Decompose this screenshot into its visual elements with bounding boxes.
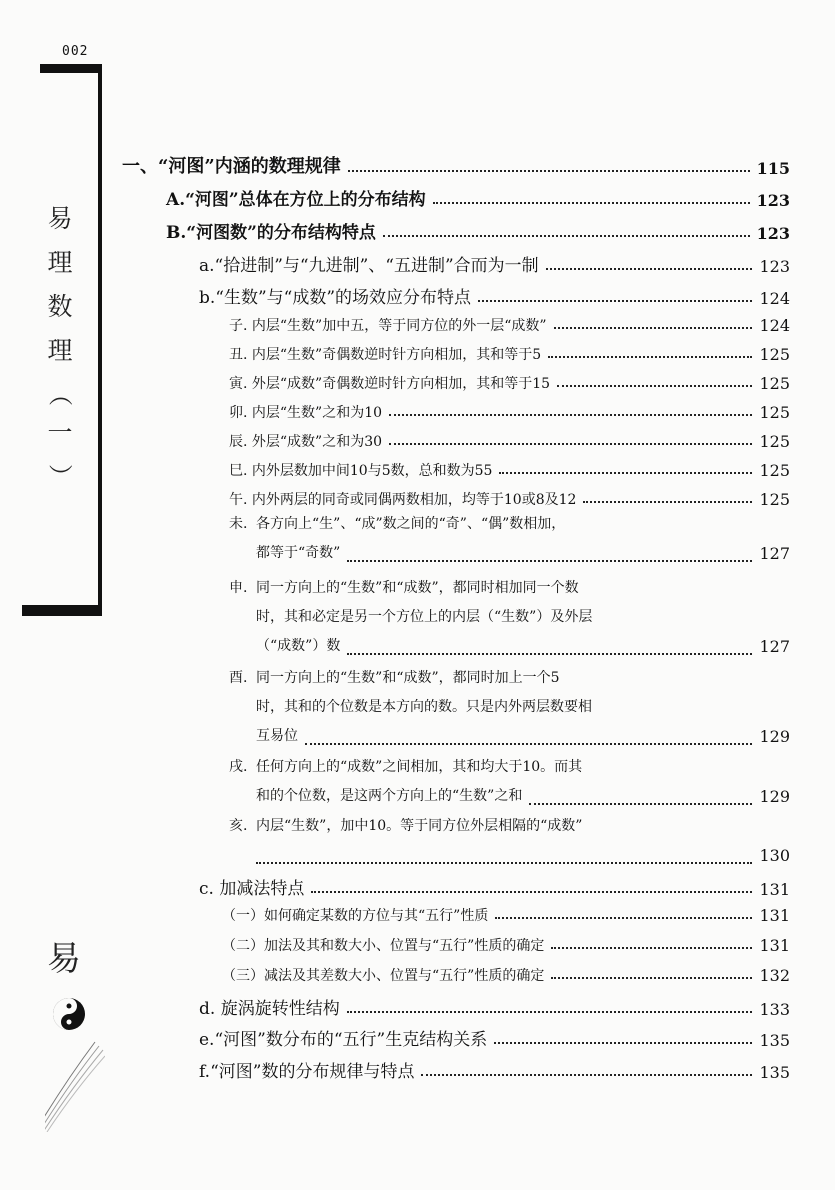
footer-bar [22, 605, 102, 616]
toc-page-number: 124 [759, 316, 790, 335]
dot-leader [548, 356, 752, 358]
toc-page-number: 131 [759, 936, 790, 955]
toc-page-number: 135 [759, 1063, 790, 1082]
toc-page-number: 124 [759, 289, 790, 308]
toc-entry[interactable] [229, 373, 790, 393]
dot-leader [347, 1011, 753, 1013]
toc-entry-label: 亥. [229, 818, 248, 834]
toc-entry[interactable] [166, 185, 790, 210]
toc-page-number: 125 [759, 490, 790, 509]
toc-entry-multiline[interactable] [229, 812, 790, 872]
toc-entry-title: 寅. 外层“成数”奇偶数逆时针方向相加，其和等于15 [229, 376, 551, 392]
page-number: 002 [62, 44, 89, 59]
toc-entry[interactable] [199, 283, 790, 308]
yi-yinyang-logo-icon [45, 932, 105, 1132]
dot-leader [305, 743, 752, 745]
title-char: 理 [47, 336, 73, 365]
toc-entry-title: A.“河图”总体在方位上的分布结构 [166, 190, 426, 210]
dot-leader [478, 300, 752, 302]
toc-entry-line: 同一方向上的“生数”和“成数”，都同时加上一个5 [256, 670, 560, 686]
toc-page-number: 127 [759, 637, 790, 656]
dot-leader [546, 268, 753, 270]
dot-leader [389, 443, 752, 445]
dot-leader [383, 235, 750, 237]
toc-entry-title: B.“河图数”的分布结构特点 [166, 223, 376, 243]
dot-leader [433, 202, 750, 204]
toc-entry-title: c. 加减法特点 [199, 879, 305, 899]
dot-leader [557, 385, 752, 387]
dot-leader [347, 653, 752, 655]
toc-entry-title: 子. 内层“生数”加中五，等于同方位的外一层“成数” [229, 318, 547, 334]
toc-entry-line: 任何方向上的“成数”之间相加，其和均大于10。而其 [256, 759, 583, 775]
toc-page-number: 131 [759, 880, 790, 899]
toc-entry[interactable] [199, 251, 790, 276]
toc-entry-line: 时，其和的个位数是本方向的数。只是内外两层数要相 [256, 699, 592, 715]
toc-entry[interactable] [229, 489, 790, 509]
dot-leader [348, 170, 750, 172]
toc-entry-line: 互易位 [256, 728, 298, 744]
toc-page-number: 127 [759, 544, 790, 563]
dot-leader [499, 472, 752, 474]
dot-leader [529, 803, 752, 805]
toc-entry-title: 一、“河图”内涵的数理规律 [122, 156, 341, 177]
toc-page-number: 125 [759, 403, 790, 422]
toc-entry-line: 和的个位数，是这两个方向上的“生数”之和 [256, 788, 523, 804]
title-char: 一 [47, 418, 73, 447]
toc-entry-title: f.“河图”数的分布规律与特点 [199, 1062, 415, 1082]
dot-leader [311, 891, 752, 893]
toc-page-number: 130 [759, 846, 790, 865]
toc-entry-title: 午. 内外两层的同奇或同偶两数相加，均等于10或8及12 [229, 492, 577, 508]
toc-entry-line: 内层“生数”，加中10。等于同方位外层相隔的“成数” [256, 818, 583, 834]
toc-entry[interactable] [222, 965, 790, 985]
svg-text:易: 易 [47, 939, 81, 979]
toc-entry-line: 同一方向上的“生数”和“成数”，都同时相加同一个数 [256, 580, 579, 596]
toc-entry-line: 时，其和必定是另一个方位上的内层（“生数”）及外层 [256, 609, 593, 625]
toc-entry-title: （一）如何确定某数的方位与其“五行”性质 [222, 908, 489, 924]
toc-page-number: 131 [759, 906, 790, 925]
toc-page-number: 123 [756, 224, 790, 243]
toc-entry[interactable] [122, 152, 790, 178]
toc-entry-title: e.“河图”数分布的“五行”生克结构关系 [199, 1030, 488, 1050]
toc-page-number: 115 [756, 159, 790, 178]
toc-entry-title: a.“拾进制”与“九进制”、“五进制”合而为一制 [199, 256, 539, 276]
toc-page-number: 125 [759, 345, 790, 364]
toc-entry-label: 申. [229, 580, 248, 596]
toc-page-number: 135 [759, 1031, 790, 1050]
toc-entry-label: 未. [229, 516, 248, 532]
toc-entry[interactable] [229, 431, 790, 451]
toc-entry[interactable] [199, 1057, 790, 1082]
toc-entry-title: d. 旋涡旋转性结构 [199, 999, 340, 1019]
toc-page-number: 123 [759, 257, 790, 276]
toc-entry-multiline[interactable] [229, 753, 790, 813]
toc-page-number: 129 [759, 787, 790, 806]
toc-entry-multiline[interactable] [229, 574, 790, 664]
toc-page-number: 133 [759, 1000, 790, 1019]
toc-entry-title: b.“生数”与“成数”的场效应分布特点 [199, 288, 472, 308]
toc-entry-label: 酉. [229, 670, 248, 686]
toc-entry-line: 都等于“奇数” [256, 545, 341, 561]
dot-leader [347, 560, 752, 562]
dot-leader [554, 327, 753, 329]
toc-page-number: 125 [759, 432, 790, 451]
toc-entry-multiline[interactable] [229, 510, 790, 570]
toc-entry[interactable] [222, 905, 790, 925]
toc-entry[interactable] [199, 994, 790, 1019]
toc-entry-line: （“成数”）数 [256, 638, 341, 654]
title-char: （ [46, 382, 74, 406]
dot-leader [495, 917, 752, 919]
toc-entry[interactable] [229, 460, 790, 480]
dot-leader [256, 862, 752, 864]
toc-entry-title: （二）加法及其和数大小、位置与“五行”性质的确定 [222, 938, 545, 954]
title-char: 理 [47, 248, 73, 277]
toc-entry-title: 巳. 内外层数加中间10与5数，总和数为55 [229, 463, 493, 479]
dot-leader [551, 947, 752, 949]
toc-entry[interactable] [166, 218, 790, 243]
toc-entry-title: 辰. 外层“成数”之和为30 [229, 434, 383, 450]
toc-entry-multiline[interactable] [229, 664, 790, 754]
toc-page-number: 132 [759, 966, 790, 985]
header-bar [40, 64, 102, 73]
dot-leader [583, 501, 752, 503]
title-char: 数 [47, 292, 73, 321]
toc-entry[interactable] [229, 402, 790, 422]
title-char: 易 [47, 204, 73, 233]
toc-entry-title: 丑. 内层“生数”奇偶数逆时针方向相加，其和等于5 [229, 347, 542, 363]
side-bar [98, 66, 102, 616]
dot-leader [494, 1042, 752, 1044]
toc-entry-line: 各方向上“生”、“成”数之间的“奇”、“偶”数相加， [256, 516, 566, 532]
toc-page-number: 125 [759, 461, 790, 480]
toc-entry-title: （三）减法及其差数大小、位置与“五行”性质的确定 [222, 968, 545, 984]
toc-entry[interactable] [229, 344, 790, 364]
toc-entry[interactable] [199, 874, 790, 899]
dot-leader [389, 414, 752, 416]
toc-page-number: 129 [759, 727, 790, 746]
toc-entry[interactable] [222, 935, 790, 955]
toc-page-number: 123 [756, 191, 790, 210]
dot-leader [551, 977, 752, 979]
toc-entry[interactable] [229, 315, 790, 335]
toc-entry-title: 卯. 内层“生数”之和为10 [229, 405, 383, 421]
toc-entry-label: 戌. [229, 759, 248, 775]
title-char: ） [46, 464, 74, 488]
vertical-book-title [40, 206, 80, 502]
toc-entry[interactable] [199, 1025, 790, 1050]
dot-leader [421, 1074, 752, 1076]
toc-page-number: 125 [759, 374, 790, 393]
